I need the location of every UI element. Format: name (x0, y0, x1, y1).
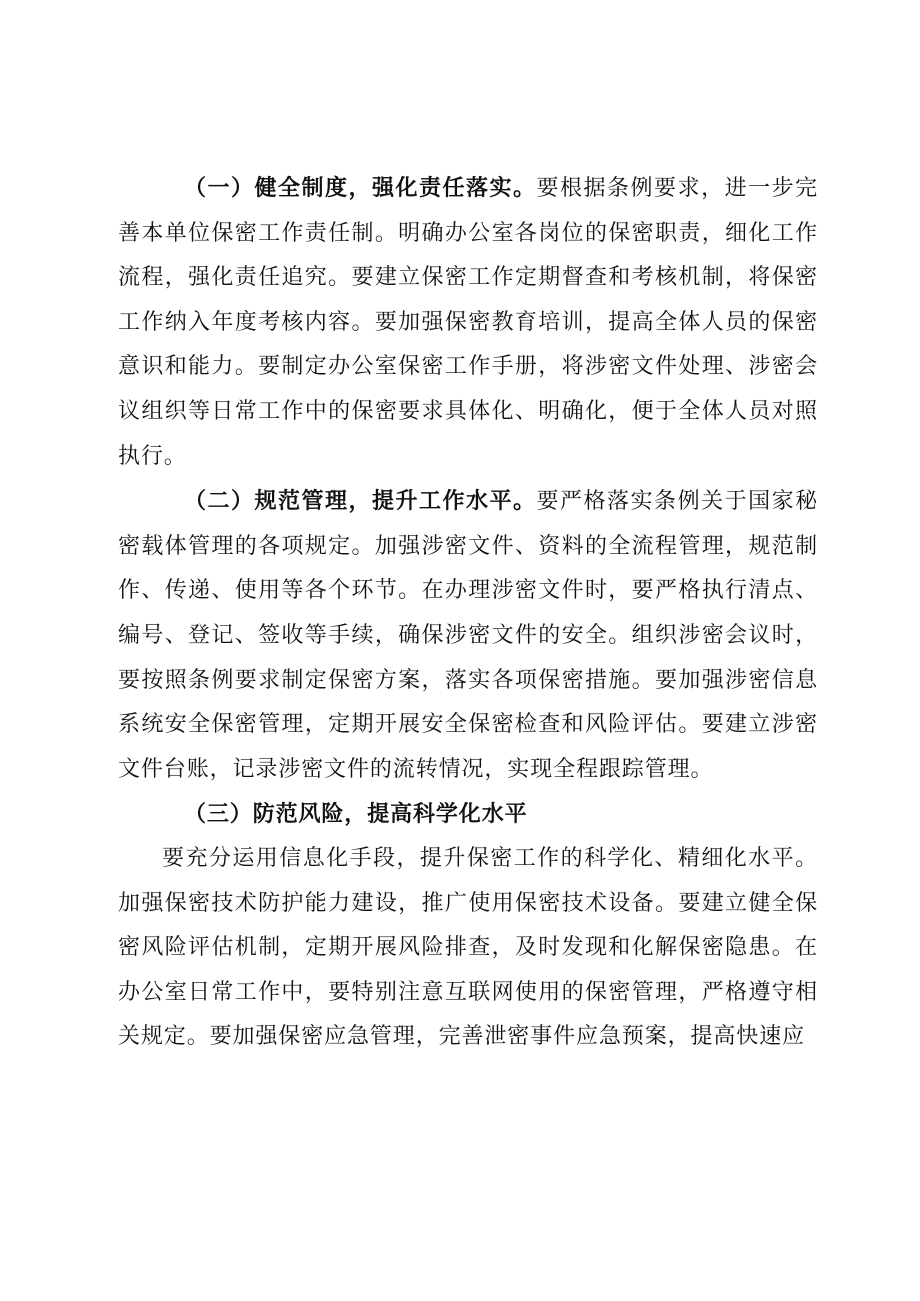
section-1-text: 要根据条例要求，进一步完善本单位保密工作责任制。明确办公室各岗位的保密职责，细化工作流程，强化责任追究。要建立保密工作定期督查和考核机制，将保密工作纳入年度考核内容。要加强保密教育培训，提高全体人员的保密意识和能力。要制定办公室保密工作手册，将涉密文件处理、涉密会议组织等日常工作中的保密要求具体化、明确化，便于全体人员对照执行。 (118, 176, 818, 469)
document-body (118, 166, 818, 1060)
section-2-text: 要严格落实条例关于国家秘密载体管理的各项规定。加强涉密文件、资料的全流程管理，规范制作、传递、使用等各个环节。在办理涉密文件时，要严格执行清点、编号、登记、签收等手续，确保涉密文件的安全。组织涉密会议时，要按照条例要求制定保密方案，落实各项保密措施。要加强涉密信息系统安全保密管理，定期开展安全保密检查和风险评估。要建立涉密文件台账，记录涉密文件的流转情况，实现全程跟踪管理。 (118, 489, 818, 782)
section-3-heading: （三）防范风险，提高科学化水平 (184, 801, 528, 828)
section-1-paragraph (118, 166, 818, 479)
section-1-heading: （一）健全制度，强化责任落实。 (184, 175, 537, 201)
section-2-heading: （二）规范管理，提升工作水平。 (184, 488, 537, 515)
section-3-text: 要充分运用信息化手段，提升保密工作的科学化、精细化水平。加强保密技术防护能力建设，推广使用保密技术设备。要建立健全保密风险评估机制，定期开展风险排查，及时发现和化解保密隐患。在办公室日常工作中，要特别注意互联网使用的保密管理，严格遵守相关规定。要加强保密应急管理，完善泄密事件应急预案，提高快速应 (118, 845, 818, 1050)
section-2-paragraph (118, 479, 818, 792)
